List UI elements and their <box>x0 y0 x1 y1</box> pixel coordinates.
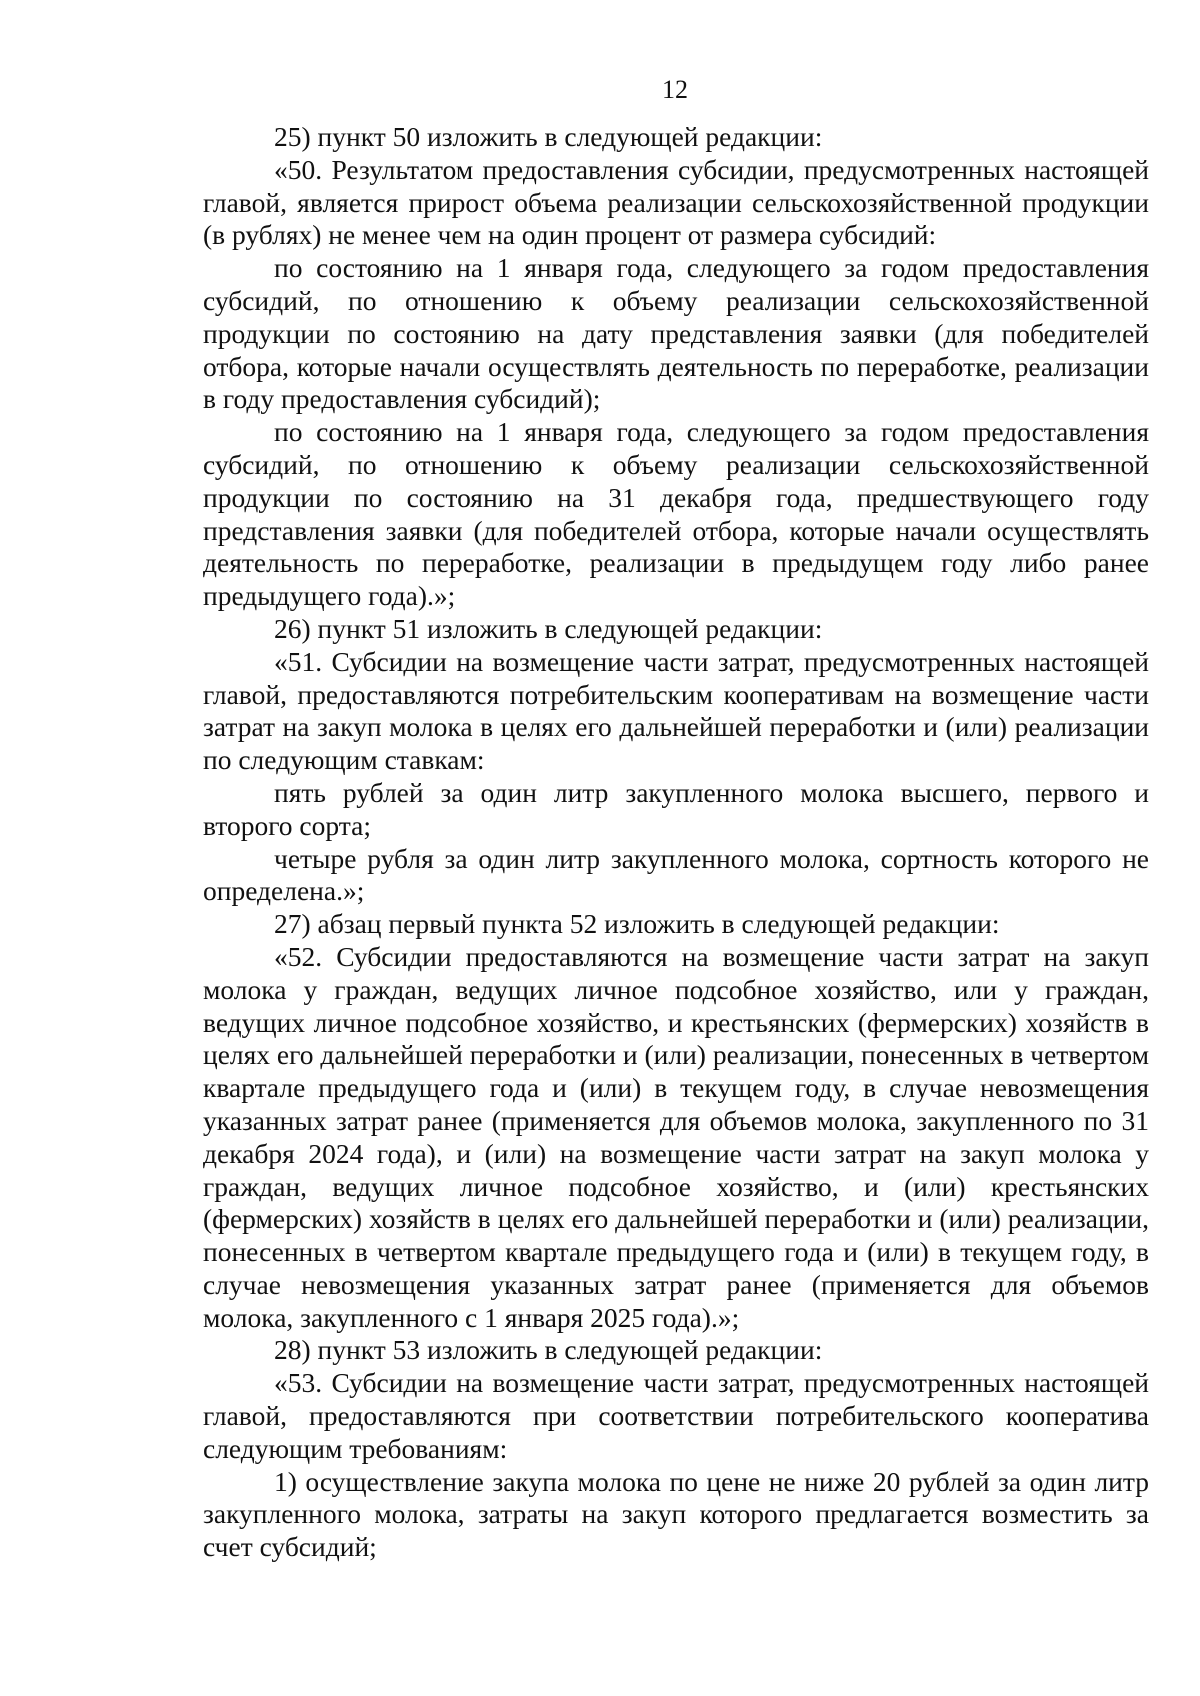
paragraph-clause-53: «53. Субсидии на возмещение части затрат, предусмотренных настоящей главой, предоставляются при соответствии потребительского кооператива следующим требованиям: <box>203 1367 1149 1464</box>
paragraph-item-28-heading: 28) пункт 53 изложить в следующей редакции: <box>274 1334 823 1366</box>
paragraph-clause-51-rate-2: четыре рубля за один литр закупленного молока, сортность которого не определена.»; <box>203 842 1149 907</box>
paragraph-clause-51-rate-1: пять рублей за один литр закупленного молока высшего, первого и второго сорта; <box>203 776 1149 841</box>
document-body <box>203 121 1149 1564</box>
page-number: 12 <box>662 75 688 104</box>
paragraph-clause-50-option-2: по состоянию на 1 января года, следующего за годом предоставления субсидий, по отношению к объему реализации сельскохозяйственной продукции по состоянию на 31 декабря года, предшествующего году представления заявки (для победителей отбора, которые начали осуществлять деятельность по переработке, реализации в предыдущем году либо ранее предыдущего года).»; <box>203 416 1149 612</box>
paragraph-clause-50: «50. Результатом предоставления субсидии, предусмотренных настоящей главой, является прирост объема реализации сельскохозяйственной продукции (в рублях) не менее чем на один процент от размера субсидий: <box>203 153 1149 251</box>
paragraph-clause-51: «51. Субсидии на возмещение части затрат, предусмотренных настоящей главой, предоставляются потребительским кооперативам на возмещение части затрат на закуп молока в целях его дальнейшей переработки и (или) реализации по следующим ставкам: <box>203 645 1149 776</box>
paragraph-item-25-heading: 25) пункт 50 изложить в следующей редакции: <box>274 121 823 152</box>
paragraph-clause-52: «52. Субсидии предоставляются на возмещение части затрат на закуп молока у граждан, ведущих личное подсобное хозяйство, или у граждан, ведущих личное подсобное хозяйство, и крестьянских (фермерских) хозяйств в целях его дальнейшей переработки и (или) реализации, понесенных в четвертом квартале предыдущего года и (или) в текущем году, в случае невозмещения указанных затрат ранее (применяется для объемов молока, закупленного по 31 декабря 2024 года), и (или) на возмещение части затрат на закуп молока у граждан, ведущих личное подсобное хозяйство, и (или) крестьянских (фермерских) хозяйств в целях его дальнейшей переработки и (или) реализации, понесенных в четвертом квартале предыдущего года и (или) в текущем году, в случае невозмещения указанных затрат ранее (применяется для объемов молока, закупленного с 1 января 2025 года).»; <box>203 940 1149 1333</box>
paragraph-clause-53-requirement-1: 1) осуществление закупа молока по цене не ниже 20 рублей за один литр закупленного молока, затраты на закуп которого предлагается возместить за счет субсидий; <box>203 1465 1149 1563</box>
paragraph-item-27-heading: 27) абзац первый пункта 52 изложить в следующей редакции: <box>274 908 1000 940</box>
paragraph-clause-50-option-1: по состоянию на 1 января года, следующего за годом предоставления субсидий, по отношению к объему реализации сельскохозяйственной продукции по состоянию на дату представления заявки (для победителей отбора, которые начали осуществлять деятельность по переработке, реализации в году предоставления субсидий); <box>203 252 1149 415</box>
paragraph-item-26-heading: 26) пункт 51 изложить в следующей редакции: <box>274 612 823 644</box>
